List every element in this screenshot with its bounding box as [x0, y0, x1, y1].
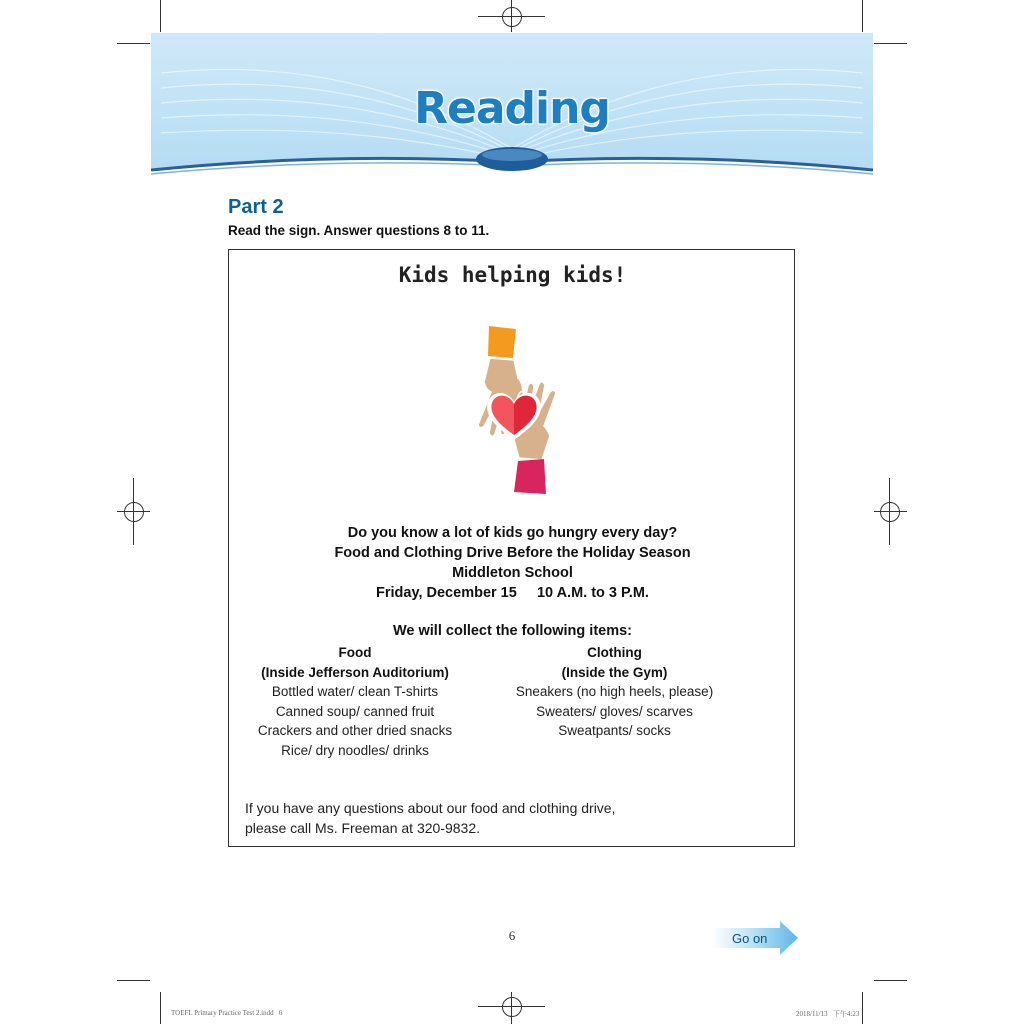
contact-line: please call Ms. Freeman at 320-9832.	[245, 820, 481, 836]
reading-banner	[151, 33, 873, 177]
food-column	[249, 643, 461, 760]
sign-box	[228, 249, 795, 847]
list-item: Bottled water/ clean T-shirts	[271, 684, 439, 699]
list-item: Sweaters/ gloves/ scarves	[536, 703, 693, 719]
page-number: 6	[508, 928, 516, 943]
food-heading: Food	[338, 645, 372, 660]
list-item: Rice/ dry noodles/ drinks	[281, 742, 429, 758]
collect-heading: We will collect the following items:	[392, 623, 632, 639]
info-line: Middleton School	[452, 565, 573, 581]
file-info: TOEFL Primary Practice Test 2.indd 6	[171, 1009, 283, 1017]
part-title: Part 2	[228, 196, 284, 218]
info-line: Do you know a lot of kids go hungry every day?	[347, 525, 678, 541]
banner-title: Reading	[414, 83, 610, 134]
contact-line: If you have any questions about our food and clothing drive,	[245, 800, 616, 816]
info-line: Friday, December 15 10 A.M. to 3 P.M.	[376, 585, 649, 601]
go-on-label: Go on	[732, 931, 768, 946]
clothing-location: (Inside the Gym)	[561, 664, 668, 680]
list-item: Sweatpants/ socks	[558, 723, 671, 738]
list-item: Crackers and other dried snacks	[257, 723, 453, 738]
timestamp: 2018/11/13 下午4:23	[796, 1010, 860, 1018]
list-item: Sneakers (no high heels, please)	[515, 684, 714, 699]
food-location: (Inside Jefferson Auditorium)	[261, 664, 449, 680]
instruction-text: Read the sign. Answer questions 8 to 11.	[228, 223, 490, 238]
list-item: Canned soup/ canned fruit	[275, 703, 435, 719]
info-line: Food and Clothing Drive Before the Holiday Season	[334, 545, 691, 561]
hands-heart-icon	[464, 322, 564, 502]
clothing-column	[508, 643, 721, 741]
clothing-heading: Clothing	[587, 645, 642, 660]
sign-title: Kids helping kids!	[398, 263, 627, 287]
contact-info	[245, 798, 615, 838]
go-on-button[interactable]	[712, 921, 798, 955]
event-info	[229, 523, 796, 603]
